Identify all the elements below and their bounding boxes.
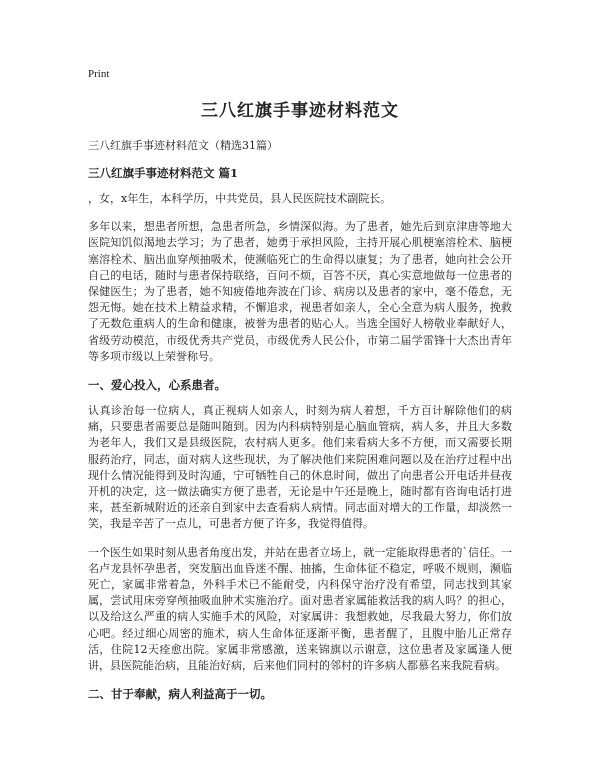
section-heading: 三八红旗手事迹材料范文 篇1	[88, 166, 239, 180]
document-title: 三八红旗手事迹材料范文	[201, 101, 399, 121]
paragraph-3: 一个医生如果时刻从患者角度出发，并站在患者立场上，就一定能取得患者的`信任。一名卢龙县怀孕患者，突发脑出血昏迷不醒、抽搐，生命体征不稳定，呼吸不规则，濒临死亡，家属非常着急，外科手术已不能耐受，内科保守治疗没有希望，同志找到其家属，尝试用床旁穿颅抽吸血肿术实施治疗。面对患者家属能救活我的病人吗？的担心，以及给这么严重的病人实施手术的风险，对家属讲：我想救她，尽我最大努力，你们放心吧。经过细心周密的施术，病人生命体征逐渐平衡，患者醒了，且腹中胎儿正常存活，住院12天痊愈出院。家属非常感激，送来锦旗以示谢意，这位患者及家属逢人便讲，县医院能治病，且能治好病，后来他们同村的邻村的许多病人都慕名来我院看病。	[88, 545, 512, 673]
intro-paragraph: ，女，x年生，本科学历，中共党员，县人民医院技术副院长。	[88, 192, 392, 205]
print-label[interactable]: Print	[88, 68, 110, 80]
document-subtitle: 三八红旗手事迹材料范文（精选31篇）	[88, 139, 278, 152]
paragraph-1: 多年以来，想患者所想，急患者所急，乡情深似海。为了患者，她先后到京津唐等地大医院知饥似渴地去学习；为了患者，她勇于承担风险，主持开展心肌梗塞溶栓术、脑梗塞溶栓术、脑出血穿颅抽吸术，使濒临死亡的生命得以康复；为了患者，她向社会公开自己的电话，随时与患者保持联络，百问不烦，百答不厌，真心实意地做每一位患者的保健医生；为了患者，她不知疲倦地奔波在门诊、病房以及患者的家中，毫不倦怠，无怨无悔。她在技术上精益求精，不懈追求，视患者如亲人，全心全意为病人服务，挽救了无数危重病人的生命和健康，被誉为患者的贴心人。当选全国好人榜敬业奉献好人，省级劳动模范，市级优秀共产党员，市级优秀人民公仆，市第二届学雷锋十大杰出青年等多项市级以上荣誉称号。	[88, 220, 512, 363]
subheading-2: 二、甘于奉献，病人利益高于一切。	[88, 687, 272, 702]
paragraph-2: 认真诊治每一位病人，真正视病人如亲人，时刻为病人着想，千方百计解除他们的病痛，只要患者需要总是随叫随到。因为内科病特别是心脑血管病，病人多，并且大多数为老年人，我们又是县级医院，农村病人更多。他们来看病大多不方便，而又需要长期服药治疗，同志，面对病人这些现状，为了解决他们来院困难问题以及在治疗过程中出现什么情况能得到及时沟通，宁可牺牲自己的休息时间，做出了向患者公开电话并昼夜开机的决定，这一做法确实方便了患者，无论是中午还是晚上，随时都有咨询电话打进来，甚至新城附近的还亲自到家中去查看病人病情。同志面对增大的工作量，却淡然一笑，我是辛苦了一点儿，可患者方便了许多，我觉得值得。	[88, 404, 512, 531]
subheading-1: 一、爱心投入，心系患者。	[88, 378, 226, 393]
